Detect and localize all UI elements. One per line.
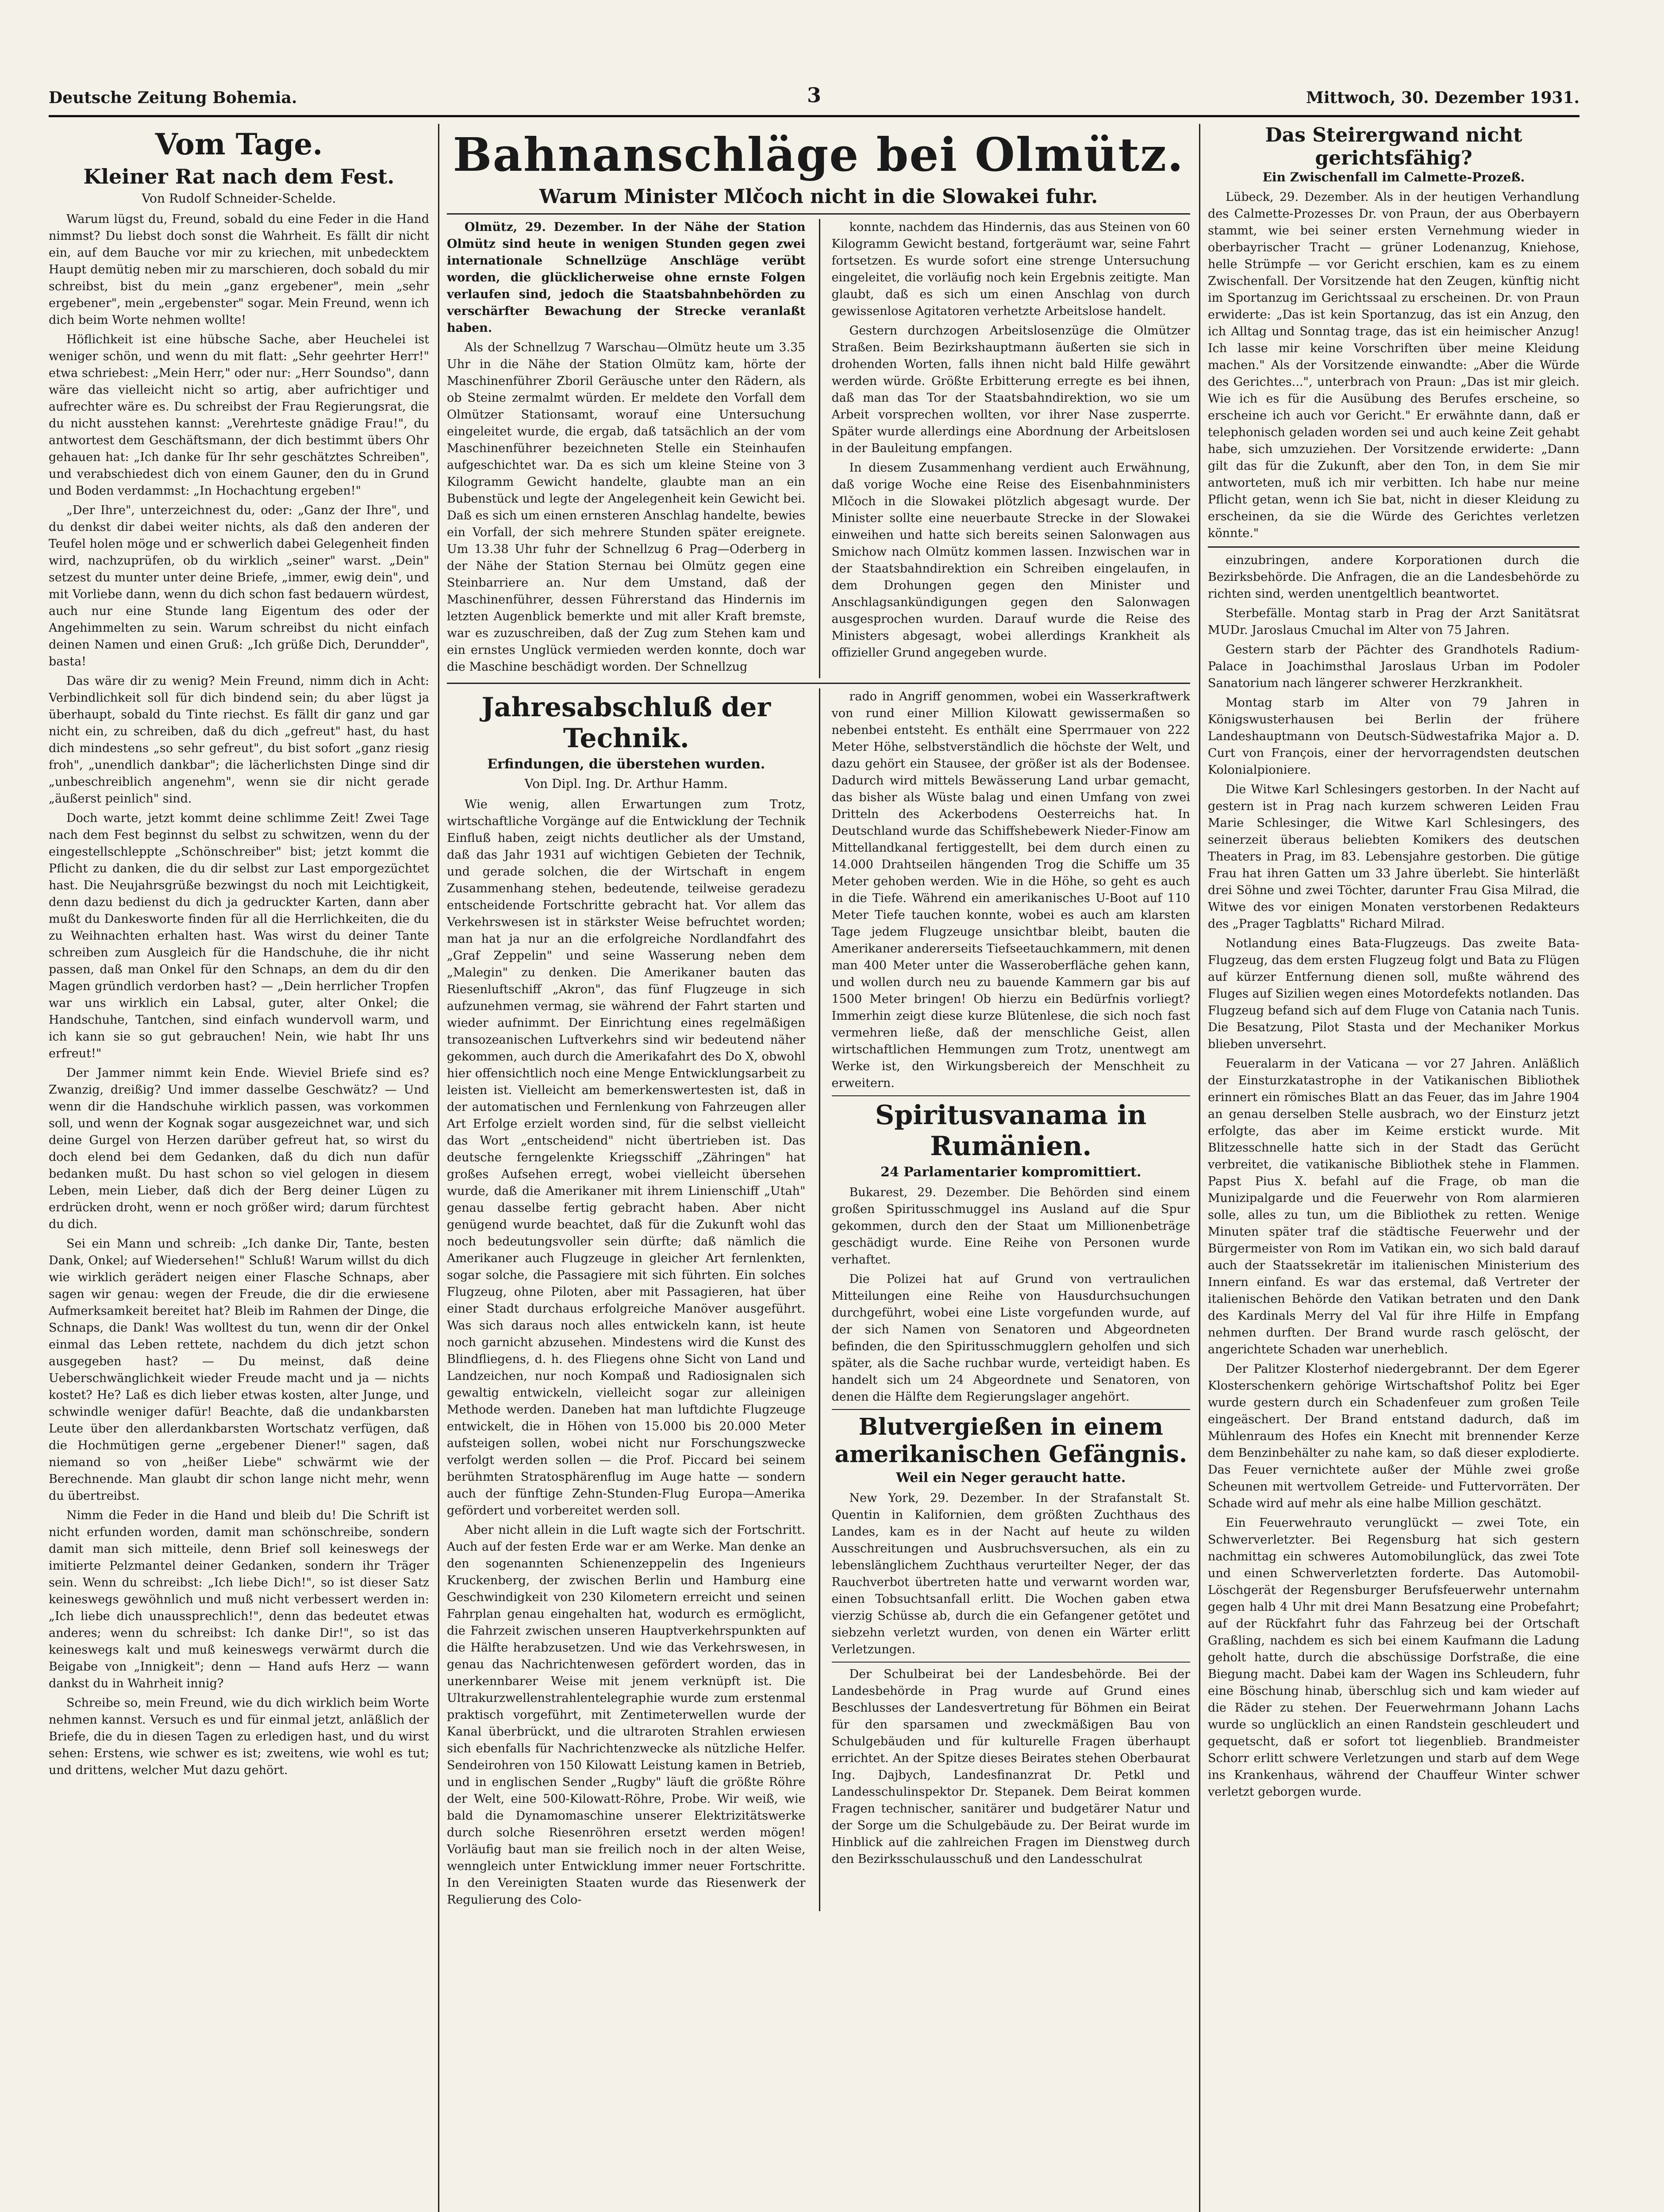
spiritus-subtitle: 24 Parlamentarier kompromittiert. [880, 1164, 1141, 1180]
main-subheadline: Warum Minister Mlčoch nicht in die Slowakei fuhr. [539, 185, 1098, 208]
paragraph: Lübeck, 29. Dezember. Als in der heutigen Verhandlung des Calmette-Prozesses Dr. von Praun, der aus Oberbayern stammt, wie bei seiner ersten Vernehmung wieder in oberbayrischer Tracht — grüner Lodenanzug, Kniehose, helle Strümpfe — vor Gericht erschien, kam es zu einem Zwischenfall. Der Vorsitzende hat den Zeugen, künftig nicht im Sportanzug im Gerichtssaal zu erscheinen. Dr. von Praun erwiderte: „Das ist kein Sportanzug, das ist ein Anzug, den ich Alltag und Sonntag trage, das ist ein heimischer Anzug! Ich lasse mir keine Vorschriften über meine Kleidung machen." Als der Vorsitzende einwandte: „Aber die Würde des Gerichtes...", unterbrach von Praun: „Das ist mir gleich. Wie ich es für die Ausübung des Berufes erscheine, so erscheine ich auch vor Gericht." Er erwähnte dann, daß er telephonisch geladen worden sei und auch keine Zeit gehabt habe, sich umzuziehen. Der Vorsitzende erwiderte: „Dann gilt das für die Zukunft, aber den Ton, in dem Sie mir antworteten, muß ich mir verbitten. Ich habe nur meine Pflicht getan, wenn ich Sie bat, nicht in dieser Kleidung zu erscheinen, da sie die Würde des Gerichtes verletzen könnte." [1208, 190, 1579, 540]
paragraph: Wie wenig, allen Erwartungen zum Trotz, wirtschaftliche Vorgänge auf die Entwicklung der Technik Einfluß haben, zeigt nichts deutlicher als der Umstand, daß das Jahr 1931 auf wichtigen Gebieten der Technik, und gerade solchen, die der Wirtschaft in engem Zusammenhang stehen, bedeutende, teilweise geradezu entscheidende Fortschritte gebracht hat. Vor allem das Verkehrswesen ist in stärkster Weise befruchtet worden; man hat ja nur an die erfolgreiche Nordlandfahrt des „Graf Zeppelin" und seine Wasserung neben dem „Malegin" zu denken. Die Amerikaner bauten das Riesenluftschiff „Akron", das fünf Flugzeuge in sich aufzunehmen vermag, sie während der Fahrt starten und wieder aufnimmt. Der Einrichtung eines regelmäßigen transozeanischen Luftverkehrs sind wir bedeutend näher gekommen, auch durch die Amerikafahrt des Do X, obwohl hier offensichtlich noch eine Menge Entwicklungsarbeit zu leisten ist. Vielleicht am bemerkenswertesten ist, daß in der automatischen und Fernlenkung von Fahrzeugen aller Art Erfolge erzielt worden sind, für die selbst vielleicht das Wort „entscheidend" nicht übertrieben ist. Das deutsche ferngelenkte Kriegsschiff „Zähringen" hat großes Aufsehen erregt, wobei vielleicht übersehen wurde, daß die Amerikaner mit ihrem Linienschiff „Utah" genau dasselbe fertig gebracht haben. Aber nicht genügend wurde beachtet, daß für die Zukunft wohl das noch bedeutungsvoller sein dürfte; daß nämlich die Amerikaner auch Flugzeuge in gleicher Art fernlenkten, sogar solche, die Passagiere mit sich führten. Ein solches Flugzeug, ohne Piloten, aber mit Passagieren, hat über einer Stadt durchaus erfolgreiche Manöver ausgeführt. Was sich daraus noch alles entwickeln kann, ist heute noch garnicht abzusehen. Mindestens wird die Kunst des Blindfliegens, d. h. des Fliegens ohne Sicht von Land und Landzeichen, nur noch Kompaß und Radiosignalen sich gewaltig entwickeln, vielleicht sogar zur alleinigen Methode werden. Daneben hat man luftdichte Flugzeuge entwickelt, die in Höhen von 15.000 bis 20.000 Meter aufsteigen sollen, wobei nicht nur Forschungszwecke verfolgt werden sollen — die Prof. Piccard bei seinem berühmten Stratosphärenflug im Auge hatte — sondern auch der fünftige Zehn-Stunden-Flug Europa—Amerika gefördert und vorbereitet werden soll. [447, 798, 806, 1517]
rail-left-column [447, 219, 806, 678]
paragraph: Der Jammer nimmt kein Ende. Wieviel Briefe sind es? Zwanzig, dreißig? Und immer dasselbe Geschwätz? — Und wenn dir die Handschuhe wirklich passen, was vorkommen soll, und wenn der Kognak sogar ausgezeichnet war, und sich deine Gurgel von Herzen darüber gefreut hat, so wirst du doch elend bei dem Gedanken, daß du dich nun dafür bedanken mußt. Du hast schon so viel gelogen in diesem Leben, mein Lieber, daß dich der Berg deiner Lügen zu erdrücken droht, wenn er noch größer wird; darum fürchtest du dich. [49, 1066, 429, 1231]
article-title: Kleiner Rat nach dem Fest. [83, 165, 395, 188]
column-local-news [1208, 124, 1579, 2212]
column-feuilleton [49, 124, 429, 2212]
tech-article [447, 688, 806, 1911]
paragraph: Doch warte, jetzt kommt deine schlimme Zeit! Zwei Tage nach dem Fest beginnst du selbst zu schwitzen, wenn du der eingestellschleppte „Schönschreiber" bist; jetzt kommt die Pflicht zu danken, die du dir selbst zur Last emporgezüchtet hast. Die Neujahrsgrüße bezwingst du noch mit Leichtigkeit, denn dazu bedienst du dich ja gedruckter Karten, dann aber mußt du Dankesworte finden für all die Herrlichkeiten, die du zu Weihnachten erhalten hast. Was wirst du deiner Tante schreiben zum Ausgleich für die Handschuhe, die ihr nicht passen, daß man Onkel für den Schnaps, an dem du dir den Magen gründlich verdorben hast? — „Dein herrlicher Tropfen war uns wirklich ein Labsal, guter, alter Onkel; die Handschuhe, Tantchen, sind einfach wundervoll warm, und ich kann sie so gut gebrauchen! Nein, wie habt Ihr uns erfreut!" [49, 811, 429, 1060]
paragraph: Ein Feuerwehrauto verunglückt — zwei Tote, ein Schwerverletzter. Bei Regensburg hat sich gestern nachmittag ein schweres Automobilunglück, das zwei Tote und einen Schwerverletzten forderte. Das Automobil-Löschgerät der Regensburger Berufsfeuerwehr unternahm gegen halb 4 Uhr mit drei Mann Besatzung eine Probefahrt; auf der Rückfahrt fuhr das Fahrzeug bei der Ortschaft Graßling, nachdem es sich bei einem Kaufmann die Ladung geholt hatte, durch die abschüssige Dorfstraße, die eine Biegung macht. Dabei kam der Wagen ins Schleudern, fuhr eine Böschung hinab, überschlug sich und kam wieder auf die Räder zu stehen. Der Feuerwehrmann Johann Lachs wurde so unglücklich an einen Randstein geschleudert und gequetscht, daß er sofort tot liegenblieb. Brandmeister Schorr erlitt schwere Verletzungen und starb auf dem Wege ins Krankenhaus, während der Chauffeur Winter schwer verletzt geborgen wurde. [1208, 1516, 1579, 1799]
divider [832, 1662, 1191, 1663]
paragraph: Als der Schnellzug 7 Warschau—Olmütz heute um 3.35 Uhr in die Nähe der Station Olmütz kam, hörte der Maschinenführer Zboril Geräusche unter den Rädern, als ob Steine zermalmt würden. Er meldete den Vorfall dem Olmützer Stationsamt, worauf eine Untersuchung eingeleitet wurde, die ergab, daß tatsächlich an der vom Maschinenführer bezeichneten Stelle ein Steinhaufen aufgeschichtet war. Da es sich um kleine Steine von 3 Kilogramm Gewicht handelte, glaubte man an ein Bubenstück und legte der Angelegenheit kein Gewicht bei. Daß es sich um einen ernsteren Anschlag handelte, bewies ein Vorfall, der sich mehrere Stunden später ereignete. Um 13.38 Uhr fuhr der Schnellzug 6 Prag—Oderberg in der Nähe der Station Sternau bei Olmütz gegen eine Steinbarriere an. Nur dem Umstand, daß der Maschinenführer, dessen Führerstand das Hindernis im letzten Augenblick bemerkte und mit aller Kraft bremste, war es zuzuschreiben, daß der Zug zum Stehen kam und ein ernstes Unglück vermieden werden konnte, doch war die Maschine beschädigt worden. Der Schnellzug [447, 341, 806, 674]
paragraph: Bukarest, 29. Dezember. Die Behörden sind einem großen Spiritusschmuggel ins Ausland auf die Spur gekommen, durch den der Staat um Millionenbeträge geschädigt wurde. Eine Reihe von Personen wurde verhaftet. [831, 1186, 1190, 1267]
newspaper-page [49, 80, 1579, 2212]
column-news [447, 124, 1190, 2212]
tech-author: Von Dipl. Ing. Dr. Arthur Hamm. [524, 776, 728, 791]
prison-subtitle: Weil ein Neger geraucht hatte. [896, 1470, 1126, 1486]
column-divider-2 [1199, 124, 1200, 2212]
paragraph: Die Polizei hat auf Grund von vertraulichen Mitteilungen eine Reihe von Hausdurchsuchungen durchgeführt, wobei eine Liste vorgefunden wurde, auf der sich Namen von Senatoren und Abgeordneten befinden, die den Spiritusschmugglern geholfen und sich später, als die Sache ruchbar wurde, verteidigt haben. Es handelt sich um 24 Abgeordnete und Senatoren, von denen die Hälfte dem Regierungslager angehört. [831, 1272, 1190, 1404]
paragraph: Sei ein Mann und schreib: „Ich danke Dir, Tante, besten Dank, Onkel; auf Wiedersehen!" Schluß! Warum willst du dich wie wirklich gerädert neigen einer Flasche Schnaps, aber sagen wir genau: wegen der Freude, die dir die erwiesene Aufmerksamkeit bereitet hat? Bleib im Rahmen der Dinge, die Schnaps, die Dank! Was wolltest du tun, wenn dir der Onkel einmal das Leben rettete, nachdem du dich jetzt schon ausgegeben hast? — Du meinst, daß deine Ueberschwänglichkeit wieder Freude macht und ja — nichts kostet? He? Laß es dich lieber etwas kosten, alter Junge, und schwindle weniger dafür! Beachte, daß die undankbarsten Leute über den allerdankbarsten Wortschatz verfügen, daß die Hochmütigen gerne „ergebener Diener!" sagen, daß niemand so von „heißer Liebe" schwärmt wie der Berechnende. Man glaubt dir schon lange nicht mehr, wenn du übertreibst. [49, 1237, 429, 1503]
lead-paragraph: Olmütz, 29. Dezember. In der Nähe der Station Olmütz sind heute in wenigen Stunden gegen zwei internationale Schnellzüge Anschläge verübt worden, die glücklicherweise ohne ernste Folgen verlaufen sind, jedoch die Staatsbahnbehörden zu verschärfter Bewachung der Strecke veranlaßt haben. [447, 220, 806, 335]
paragraph: Das wäre dir zu wenig? Mein Freund, nimm dich in Acht: Verbindlichkeit soll für dich bindend sein; du aber lügst ja überhaupt, sobald du Tinte riechst. Es fällt dir ganz und gar nicht ein, zu schreiben, daß du dich „gefreut" hast, du hast dich mindestens „so sehr gefreut", du bist sofort „ganz riesig froh", „unendlich dankbar"; die lächerlichsten Dinge sind dir „unbeschreiblich angenehm", wenn sie dir nicht gerade „äußerst peinlich" sind. [49, 674, 429, 806]
paragraph: Montag starb im Alter von 79 Jahren in Königswusterhausen bei Berlin der frühere Landeshauptmann von Deutsch-Südwestafrika Major a. D. Curt von François, einer der hervorragendsten deutschen Kolonialpioniere. [1208, 696, 1579, 777]
page-number: 3 [807, 83, 822, 107]
paragraph: einzubringen, andere Korporationen durch die Bezirksbehörde. Die Anfragen, die an die Landesbehörde zu richten sind, werden unentgeltlich beantwortet. [1208, 553, 1579, 601]
divider [447, 213, 1190, 215]
paragraph: Gestern durchzogen Arbeitslosenzüge die Olmützer Straßen. Beim Bezirkshauptmann äußerten sie sich in drohenden Worten, falls ihnen nicht bald Hilfe gewährt werden würde. Größte Erbitterung erregte es bei ihnen, daß man das Tor der Staatsbahndirektion, wo sie um Arbeit vorsprechen wollten, vor ihrer Nase zusperrte. Später wurde allerdings eine Abordnung der Arbeitslosen in der Bauleitung empfangen. [831, 324, 1190, 455]
divider [832, 1095, 1191, 1096]
paragraph: „Der Ihre", unterzeichnest du, oder: „Ganz der Ihre", und du denkst dir dabei weiter nichts, als daß den anderen der Teufel holen möge und er schwerlich dabei Gelegenheit finden wird, nachzuprüfen, ob du wirklich „seiner" warst. „Dein" setzest du munter unter deine Briefe, „immer, ewig dein", und mit Vorliebe dann, wenn du dich schon fast bedauern würdest, auch nur eine Stunde lang Eigentum des oder der Angehimmelten zu sein. Warum schreibst du nicht einfach deinen Namen und einen Gruß: „Ich grüße Dich, Derundder", basta! [49, 503, 429, 668]
paragraph: Die Witwe Karl Schlesingers gestorben. In der Nacht auf gestern ist in Prag nach kurzem schweren Leiden Frau Marie Schlesinger, die Witwe Karl Schlesingers, des seinerzeit überaus beliebten Komikers des deutschen Theaters in Prag, im 83. Lebensjahre gestorben. Die gütige Frau hat ihren Gatten um 33 Jahre überlebt. Sie hinterläßt drei Söhne und zwei Töchter, darunter Frau Gisa Milrad, die Witwe des vor einigen Monaten verstorbenen Redakteurs des „Prager Tagblatts" Richard Milrad. [1208, 783, 1579, 931]
column-divider-1 [438, 124, 439, 2212]
right-subcolumn [819, 688, 1191, 1911]
rail-right-column [819, 219, 1191, 678]
main-headline: Bahnanschläge bei Olmütz. [453, 127, 1184, 182]
tech-subtitle: Erfindungen, die überstehen wurden. [487, 757, 765, 772]
paragraph: Schreibe so, mein Freund, wie du dich wirklich beim Worte nehmen kannst. Versuch es und für einmal jetzt, anläßlich der Briefe, die du in diesen Tagen zu erledigen hast, und du wirst sehen: Erstens, wie schwer es ist; zweitens, wie wohl es tut; und drittens, welcher Mut dazu gehört. [49, 1696, 429, 1777]
calmette-subtitle: Ein Zwischenfall im Calmette-Prozeß. [1262, 170, 1525, 184]
divider [447, 683, 1190, 684]
page-header [49, 80, 1579, 117]
paragraph: konnte, nachdem das Hindernis, das aus Steinen von 60 Kilogramm Gewicht bestand, fortgeräumt war, seine Fahrt fortsetzen. Es wurde sofort eine strenge Untersuchung eingeleitet, die vorläufig noch kein Ergebnis zeitigte. Man glaubt, daß es sich um einen Anschlag von durch gewissenlose Agitatoren verhetzte Arbeitslose handelt. [831, 220, 1190, 318]
spiritus-title: Spiritusvanama in Rumänien. [875, 1100, 1147, 1162]
paragraph: rado in Angriff genommen, wobei ein Wasserkraftwerk von rund einer Million Kilowatt gewissermaßen so nebenbei entsteht. Es enthält eine Sperrmauer von 222 Meter Höhe, selbstverständlich die höchste der Welt, und dazu gehört ein Stausee, der größer ist als der Bodensee. Dadurch wird mittels Bewässerung Land urbar gemacht, das bisher als Wüste balag und einen Umfang von zwei Dritteln des Ackerbodens Oesterreichs hat. In Deutschland wurde das Schiffshebewerk Nieder-Finow am Mittellandkanal fertiggestellt, bei dem durch einen zu 14.000 Drahtseilen hängenden Trog die Schiffe um 35 Meter gehoben werden. Wie in die Höhe, so geht es auch in die Tiefe. Während ein amerikanisches U-Boot auf 110 Meter Tiefe tauchen konnte, wobei es auch am klarsten Tage jedem Flugzeuge unsichtbar bleibt, bauten die Amerikaner andererseits Tiefseetauchkammern, mit denen man 400 Meter unter die Wasseroberfläche gehen kann, und wollen durch neu zu bauende Kammern gar bis auf 1500 Meter bringen! Ob hierzu ein Bedürfnis vorliegt? Immerhin zeigt diese kurze Blütenlese, die sich noch fast vermehren ließe, daß der menschliche Geist, allen wirtschaftlichen Hemmungen zum Trotz, unentwegt am Werke ist, den Wirkungsbereich der Menschheit zu erweitern. [831, 690, 1190, 1090]
date-line: Mittwoch, 30. Dezember 1931. [1306, 88, 1579, 107]
paragraph: Der Schulbeirat bei der Landesbehörde. Bei der Landesbehörde in Prag wurde auf Grund eines Beschlusses der Landesvertretung für Böhmen ein Beirat für den sparsamen und zweckmäßigen Bau von Schulgebäuden und für kulturelle Fragen überhaupt errichtet. An der Spitze dieses Beirates stehen Oberbaurat Ing. Dajbych, Landesfinanzrat Dr. Petkl und Landesschulinspektor Dr. Stepanek. Dem Beirat kommen Fragen technischer, sanitärer und budgetärer Natur und der Sorge um die Schulgebäude zu. Der Beirat wurde im Hinblick auf die zahlreichen Fragen im Dienstweg durch den Bezirksschulausschuß und den Landesschulrat [831, 1667, 1190, 1866]
paragraph: In diesem Zusammenhang verdient auch Erwähnung, daß vorige Woche eine Reise des Eisenbahnministers Mlčoch in die Slowakei plötzlich abgesagt wurde. Der Minister sollte eine neuerbaute Strecke in der Slowakei einweihen und hatte sich bereits seinen Salonwagen aus Smichow nach Olmütz kommen lassen. Inzwischen war in der Staatsbahndirektion ein Schreiben eingelaufen, in dem Drohungen gegen den Minister und Anschlagsankündigungen gegen den Salonwagen ausgesprochen wurden. Darauf wurde die Reise des Ministers abgesagt, wobei allerdings Krankheit als offizieller Grund angegeben wurde. [831, 461, 1190, 660]
masthead-left: Deutsche Zeitung Bohemia. [49, 88, 297, 107]
rubric-title: Vom Tage. [155, 127, 323, 161]
paragraph: Sterbefälle. Montag starb in Prag der Arzt Sanitätsrat MUDr. Jaroslaus Cmuchal im Alter von 75 Jahren. [1208, 607, 1579, 637]
rail-article [447, 219, 1190, 678]
paragraph: Der Palitzer Klosterhof niedergebrannt. Der dem Egerer Klosterschenkern gehörige Wirtschaftshof Politz bei Eger wurde gestern durch ein Schadenfeuer zum großen Teile eingeäschert. Der Brand entstand dadurch, daß im Mühlenraum des Hofes ein Knecht mit brennender Kerze dem Benzinbehälter zu nahe kam, so daß dieser explodierte. Das Feuer vernichtete außer der Mühle zwei große Scheunen mit wertvollem Getreide- und Futtervorräten. Der Schade wird auf mehr als eine halbe Million geschätzt. [1208, 1362, 1579, 1510]
paragraph: New York, 29. Dezember. In der Strafanstalt St. Quentin in Kalifornien, dem größten Zuchthaus des Landes, kam es in der Nacht auf heute zu wilden Ausschreitungen und Ausbruchsversuchen, als ein zu lebenslänglichem Zuchthaus verurteilter Neger, der das Rauchverbot übertreten hatte und verwarnt worden war, einen Tobsuchtsanfall erlitt. Die Wochen gaben etwa vierzig Schüsse ab, durch die ein Gefangener getötet und siebzehn verletzt wurden, von denen ein Wärter erlitt Verletzungen. [831, 1491, 1190, 1656]
paragraph: Notlandung eines Bata-Flugzeugs. Das zweite Bata-Flugzeug, das dem ersten Flugzeug folgt und Bata zu Flügen auf kürzer Entfernung dienen soll, mußte während des Fluges auf Sizilien wegen eines Motordefekts notlanden. Das Flugzeug befand sich auf dem Fluge von Catania nach Tunis. Die Besatzung, Pilot Stasta und der Mechaniker Morkus blieben unversehrt. [1208, 937, 1579, 1051]
article-author: Von Rudolf Schneider-Schelde. [142, 191, 336, 206]
paragraph: Nimm die Feder in die Hand und bleib du! Die Schrift ist nicht erfunden worden, damit man schönschreibe, sondern damit man sich mitteile, denn Brief soll keineswegs der imitierte Pelzmantel deiner Gedanken, sondern ihr Träger sein. Wenn du schreibst: „Ich liebe Dich!", so ist dieser Satz keineswegs gewöhnlich und muß nicht verbessert werden in: „Ich liebe dich unaussprechlich!", denn das bedeutet etwas anderes; wenn du schreibst: Ich danke Dir!", so ist das keineswegs kalt und muß keineswegs verwärmt durch die Beigabe von „Innigkeit"; denn — Hand aufs Herz — wann dankst du in Wahrheit innig? [49, 1509, 429, 1690]
calmette-title: Das Steirergwand nicht gerichtsfähig? [1265, 124, 1522, 169]
paragraph: Gestern starb der Pächter des Grandhotels Radium-Palace in Joachimsthal Jaroslaus Urban im Podoler Sanatorium nach längerer schwerer Herzkrankheit. [1208, 643, 1579, 690]
lower-section [447, 688, 1190, 1911]
divider [1208, 546, 1579, 548]
paragraph: Feueralarm in der Vaticana — vor 27 Jahren. Anläßlich der Einsturzkatastrophe in der Vatikanischen Bibliothek erinnert ein römisches Blatt an das Feuer, das im Jahre 1904 an genau derselben Stelle ausbrach, wo der Einsturz jetzt erfolgte, das aber im Keime erstickt wurde. Mit Blitzesschnelle hatte sich in der Stadt das Gerücht verbreitet, die vatikanische Bibliothek stehe in Flammen. Papst Pius X. befahl auf die Frage, ob man die Munizipalgarde und die Feuerwehr von Rom alarmieren solle, alles zu tun, um die Bibliothek zu retten. Wenige Minuten später traf die städtische Feuerwehr und der Bürgermeister von Rom im Vatikan ein, wo sich bald darauf auch der Staatssekretär im italienischen Ministerium des Innern einfand. Es war das erstemal, daß Vertreter der italienischen Behörde den Vatikan betraten und den Dank des Kardinals Merry del Val für ihre Hilfe in Empfang nehmen durften. Der Brand wurde rasch gelöscht, der angerichtete Schaden war unerheblich. [1208, 1057, 1579, 1356]
paragraph: Warum lügst du, Freund, sobald du eine Feder in die Hand nimmst? Du liebst doch sonst die Wahrheit. Es fällt dir nicht ein, auf dem Bauche vor mir zu kriechen, mit unbedecktem Haupt demütig neben mir zu marschieren, doch sobald du mir schreibst, bist du mein „ganz ergebener", mein „sehr ergebener", mein „ergebenster" sogar. Mein Freund, wenn ich dich beim Worte nehmen wollte! [49, 212, 429, 327]
prison-title: Blutvergießen in einem amerikanischen Gefängnis. [834, 1413, 1187, 1468]
paragraph: Höflichkeit ist eine hübsche Sache, aber Heuchelei ist weniger schön, und wenn du mit flatt: „Sehr geehrter Herr!" etwa schriebest: „Mein Herr," oder nur: „Herr Soundso", dann wäre das vielleicht nicht so artig, aber aufrichtiger und aufrechter wäre es. Du schreibst der Frau Regierungsrat, die du nicht ausstehen kannst: „Verehrteste gnädige Frau!", du antwortest dem Geschäftsmann, der dich bestimmt übers Ohr gehauen hat: „Ich danke für Ihr sehr geschätztes Schreiben", und verabschiedest dich von einem Gauner, den du in Grund und Boden verdammst: „In Hochachtung ergeben!" [49, 333, 429, 498]
tech-title: Jahresabschluß der Technik. [481, 692, 771, 754]
paragraph: Aber nicht allein in die Luft wagte sich der Fortschritt. Auch auf der festen Erde war er am Werke. Man denke an den sogenannten Schienenzeppelin des Ingenieurs Kruckenberg, der zwischen Berlin und Hamburg eine Geschwindigkeit von 230 Kilometern erreicht und seinen Fahrplan genau eingehalten hat, wodurch es ermöglicht, die Fahrzeit zwischen unseren Hauptverkehrspunkten auf die Hälfte herabzusetzen. Und wie das Verkehrswesen, in genau das Nachrichtenwesen gefördert worden, das in unerkennbarer Weise mit jenem verknüpft ist. Die Ultrakurzwellenstrahlentelegraphie wurde zum erstenmal praktisch vorgeführt, mit Zentimeterwellen wurde der Kanal überbrückt, und die ultraroten Strahlen erwiesen sich ebenfalls für Nachrichtenzwecke als nützliche Helfer. Sendeirohren von 150 Kilowatt Leistung kamen in Betrieb, und in englischen Sender „Rugby" läuft die größte Röhre der Welt, eine 500-Kilowatt-Röhre, Probe. Wir weiß, wie bald die Dynamomaschine unserer Elektrizitätswerke durch solche Riesenröhren ersetzt werden mögen! Vorläufig baut man sie freilich noch in der alten Weise, wenngleich unter Entwicklung immer neuer Fortschritte. In den Vereinigten Staaten wurde das Riesenwerk der Regulierung des Colo- [447, 1523, 806, 1907]
divider [832, 1409, 1191, 1410]
